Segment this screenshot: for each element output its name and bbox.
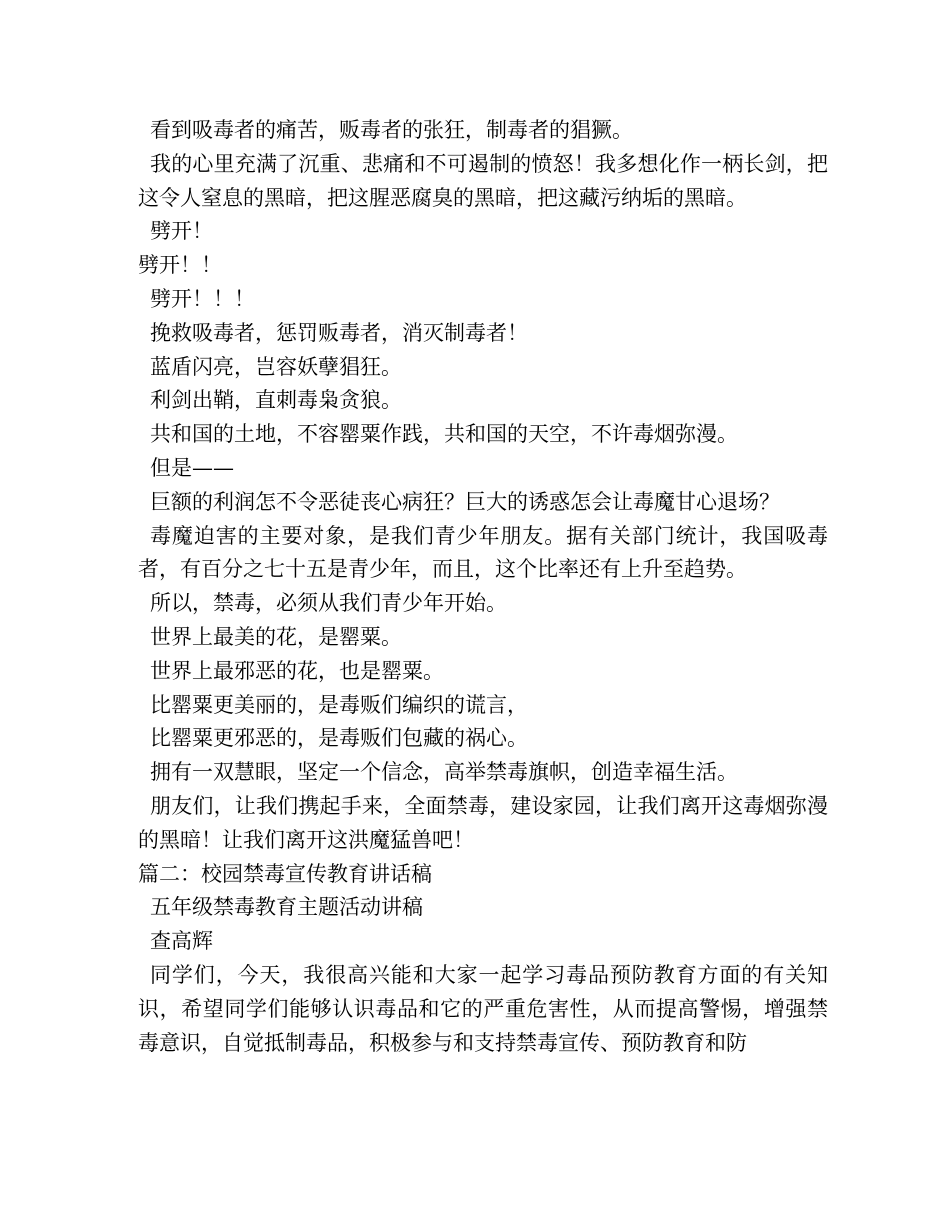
paragraph: 毒魔迫害的主要对象，是我们青少年朋友。据有关部门统计，我国吸毒者，有百分之七十五是青少年，而且，这个比率还有上升至趋势。 — [138, 523, 828, 582]
paragraph: 我的心里充满了沉重、悲痛和不可遏制的愤怒！我多想化作一柄长剑，把这令人窒息的黑暗，把这腥恶腐臭的黑暗，把这藏污纳垢的黑暗。 — [138, 151, 828, 210]
paragraph: 但是—— — [150, 455, 234, 480]
paragraph: 世界上最美的花，是罂粟。 — [150, 624, 402, 649]
paragraph: 拥有一双慧眼，坚定一个信念，高举禁毒旗帜，创造幸福生活。 — [150, 760, 738, 785]
paragraph: 劈开！！！ — [150, 286, 255, 311]
author-name: 查高辉 — [150, 929, 213, 954]
paragraph: 利剑出鞘，直刺毒枭贪狼。 — [150, 388, 402, 413]
paragraph: 同学们，今天，我很高兴能和大家一起学习毒品预防教育方面的有关知识，希望同学们能够认识毒品和它的严重危害性，从而提高警惕，增强禁毒意识，自觉抵制毒品，积极参与和支持禁毒宣传、预防教育和防 — [138, 962, 828, 1055]
paragraph: 看到吸毒者的痛苦，贩毒者的张狂，制毒者的猖獗。 — [150, 118, 633, 142]
paragraph: 所以，禁毒，必须从我们青少年开始。 — [150, 591, 507, 616]
paragraph: 比罂粟更美丽的，是毒贩们编织的谎言， — [150, 692, 528, 717]
document-body — [138, 114, 828, 1060]
paragraph: 比罂粟更邪恶的，是毒贩们包藏的祸心。 — [150, 726, 528, 751]
paragraph: 共和国的土地，不容罂粟作践，共和国的天空，不许毒烟弥漫。 — [150, 422, 738, 447]
paragraph: 巨额的利润怎不令恶徒丧心病狂？巨大的诱惑怎会让毒魔甘心退场？ — [150, 489, 780, 514]
paragraph: 朋友们，让我们携起手来，全面禁毒，建设家园，让我们离开这毒烟弥漫的黑暗！让我们离开这洪魔猛兽吧！ — [138, 793, 828, 852]
paragraph: 蓝盾闪亮，岂容妖孽猖狂。 — [150, 354, 402, 379]
speech-title: 五年级禁毒教育主题活动讲稿 — [150, 895, 423, 920]
paragraph: 世界上最邪恶的花，也是罂粟。 — [150, 658, 444, 683]
section-heading: 篇二：校园禁毒宣传教育讲话稿 — [138, 861, 432, 886]
paragraph: 挽救吸毒者，惩罚贩毒者，消灭制毒者！ — [150, 320, 528, 345]
paragraph: 劈开！ — [150, 219, 213, 244]
paragraph: 劈开！！ — [138, 253, 222, 278]
